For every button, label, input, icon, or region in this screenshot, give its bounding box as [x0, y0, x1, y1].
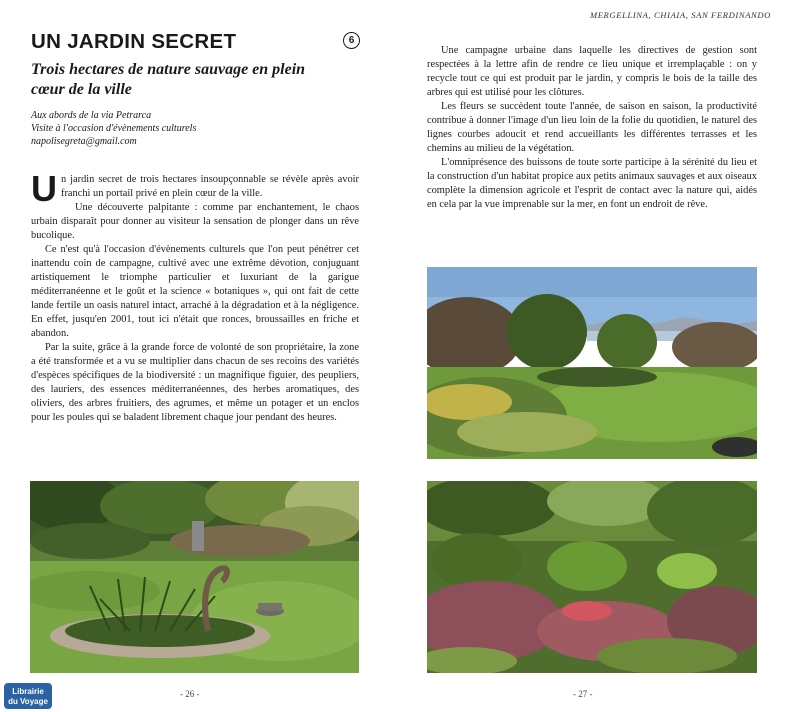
left-body-text [31, 168, 359, 425]
page-subtitle: Trois hectares de nature sauvage en plein cœur de la ville [31, 61, 306, 98]
paragraph: Une découverte palpitante : comme par enchantement, le chaos urbain disparaît pour donner au visiteur la sensation de plonger dans un rêve bucolique. [31, 202, 359, 241]
logo-line2: du Voyage [8, 697, 48, 706]
chapter-number-badge: 6 [343, 32, 360, 49]
garden-lawn-photo [30, 481, 359, 673]
drop-cap: U [31, 168, 57, 209]
paragraph: Les fleurs se succèdent toute l'année, de saison en saison, la productivité contribue à donner l'image d'un lieu loin de la folie du quotidien, le naturel des lignes courbes adoucit et rend accueillants les différentes terrasses et les chemins au milieu de la végétation. [427, 101, 757, 154]
running-head: MERGELLINA, CHIAIA, SAN FERDINANDO [589, 10, 771, 20]
right-body-text [427, 44, 757, 212]
page-number-left: - 26 - [180, 689, 200, 699]
address-text: Aux abords de la via Petrarca [31, 110, 152, 121]
visit-info-text: Visite à l'occasion d'évènements culturels [31, 123, 197, 134]
paragraph: L'omniprésence des buissons de toute sorte participe à la sérénité du lieu et la construction d'un habitat propice aux petits animaux sauvages et aux oiseaux complète la dimension agricole et l'esprit de contact avec la nature qui, aidés en cela par la vue imprenable sur la mer, en font un endroit de rêve. [427, 157, 757, 210]
librairie-du-voyage-logo [4, 683, 52, 709]
email-link[interactable]: napolisegreta@gmail.com [31, 136, 137, 147]
practical-info [31, 109, 331, 148]
right-page [393, 0, 786, 712]
paragraph [31, 168, 359, 209]
sea-view-garden-photo [427, 267, 757, 459]
paragraph-text: n jardin secret de trois hectares insoupçonnable se révèle après avoir franchi un portail privé en plein cœur de la ville. [61, 174, 359, 199]
logo-line1: Librairie [12, 687, 44, 696]
paragraph: Ce n'est qu'à l'occasion d'évènements culturels que l'on peut pénétrer cet inattendu coin de campagne, cultivé avec une extrême dévotion, conjuguant artistiquement le triomphe particulier et luxuriant de la garigue méditerranéenne et le goût et la science « botaniques », qui ont fait de cette lande fertile un oasis naturel intact, arraché à la dégradation et à la négligence. En effet, jusqu'en 2001, tout ici n'était que ronces, broussailles en friche et abandon. [31, 244, 359, 339]
page-number-right: - 27 - [573, 689, 593, 699]
paragraph: Une campagne urbaine dans laquelle les directives de gestion sont respectées à la lettre afin de rendre ce lieu unique et irremplaçable : on y recycle tout ce qui est produit par le jardin, y compris le bois de la taille des arbres qui est utilisé pour les clôtures. [427, 45, 757, 98]
page-title: UN JARDIN SECRET [31, 30, 237, 53]
paragraph: Par la suite, grâce à la grande force de volonté de son propriétaire, la zone a été transformée et a vu se multiplier dans chacun de ses recoins des variétés d'espèces spécifiques de la biodiversité : un magnifique figuier, des peupliers, des lauriers, des essences méditerranéennes, des herbes aromatiques, des oliviers, des arbres fruitiers, des agrumes, et même un potager et un enclos pour les poules qui se baladent librement chaque jour pendant des heures. [31, 342, 359, 423]
flower-terraces-photo [427, 481, 757, 673]
